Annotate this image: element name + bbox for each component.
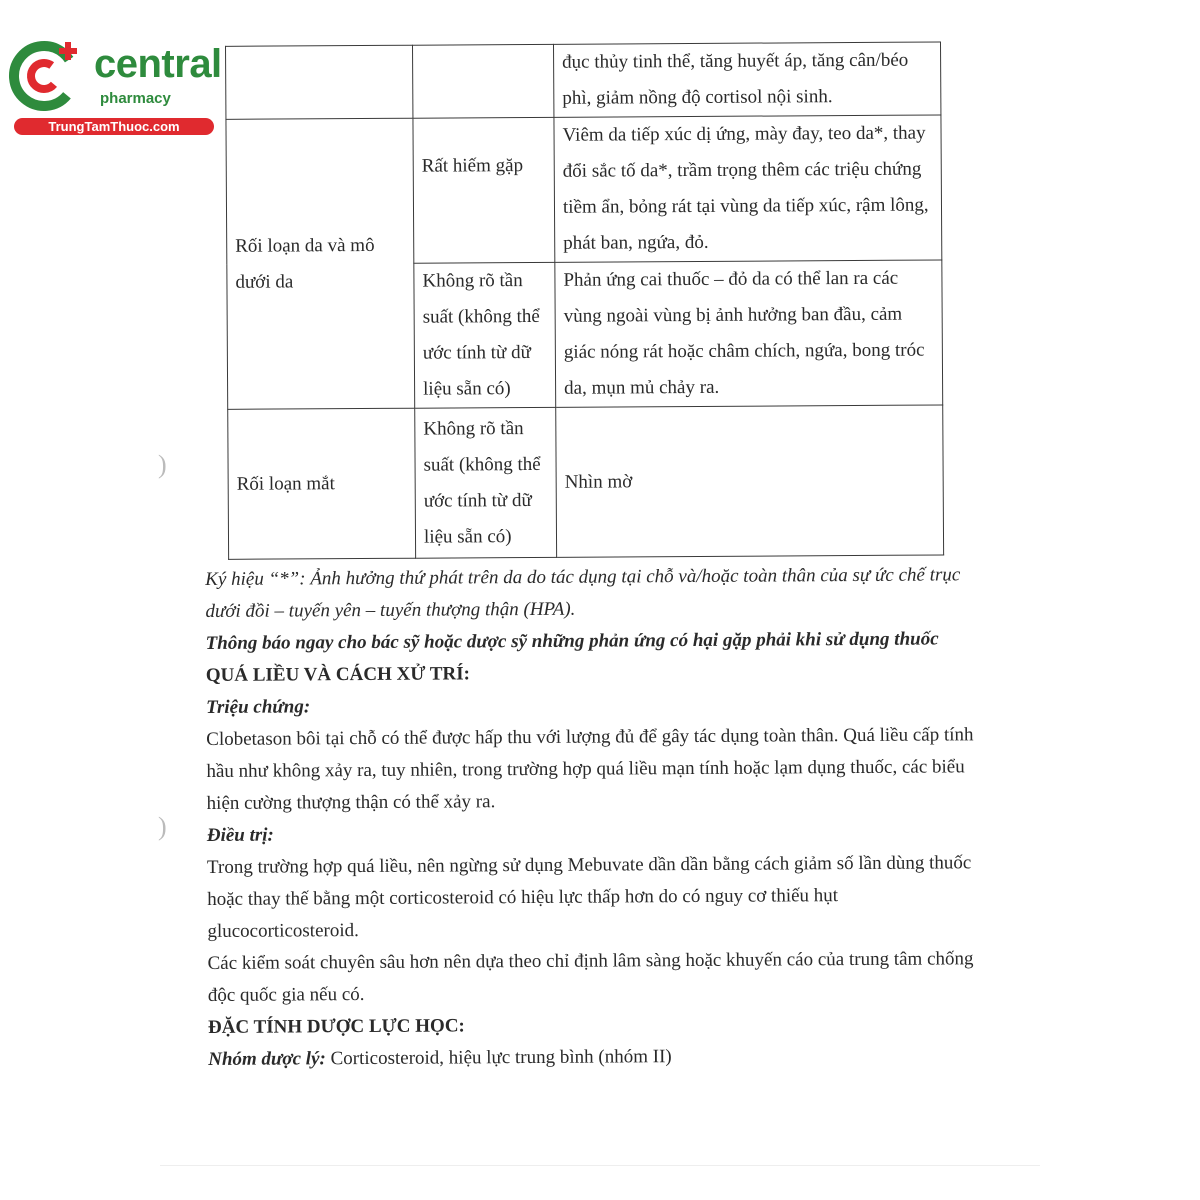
organ-cell <box>226 45 413 119</box>
logo-subtitle: pharmacy <box>100 90 171 107</box>
effect-cell: đục thủy tinh thể, tăng huyết áp, tăng cân/béo phì, giảm nồng độ cortisol nội sinh. <box>553 42 940 117</box>
effect-cell: Nhìn mờ <box>556 405 944 557</box>
side-effects-table <box>225 41 944 559</box>
frequency-cell: Không rõ tần suất (không thể ước tính từ dữ liệu sẵn có) <box>415 407 557 558</box>
central-pharmacy-logo <box>8 36 222 136</box>
logo-brand-name: central <box>94 42 222 86</box>
overdose-heading: QUÁ LIỀU VÀ CÁCH XỬ TRÍ: <box>205 663 470 686</box>
table-row <box>226 115 942 264</box>
asterisk-note: Ký hiệu “*”: Ảnh hưởng thứ phát trên da do tác dụng tại chỗ và/hoặc toàn thân của sự ức chế trục dưới đồi – tuyến yên – tuyến thượng thận (HPA). <box>205 564 961 622</box>
frequency-cell: Rất hiếm gặp <box>413 117 555 263</box>
treatment-label: Điều trị: <box>206 824 274 846</box>
treatment-text-1: Trong trường hợp quá liều, nên ngừng sử dụng Mebuvate dần dần bằng cách giảm số lần dùng thuốc hoặc thay thế bằng một corticosteroid có hiệu lực thấp hơn do có nguy cơ thiếu hụt glucocorticosteroid. <box>206 852 972 942</box>
pharmacologic-group <box>208 1039 976 1076</box>
warning-text: Thông báo ngay cho bác sỹ hoặc dược sỹ những phản ứng có hại gặp phải khi sử dụng thuốc <box>205 628 939 654</box>
symptoms-label: Triệu chứng: <box>205 696 311 718</box>
treatment-text-2: Các kiểm soát chuyên sâu hơn nên dựa theo chỉ định lâm sàng hoặc khuyến cáo của trung tâm chống độc quốc gia nếu có. <box>207 948 974 1006</box>
pharmacodynamics-heading: ĐẶC TÍNH DƯỢC LỰC HỌC: <box>207 1015 465 1038</box>
frequency-cell: Không rõ tần suất (không thể ước tính từ dữ liệu sẵn có) <box>414 262 556 408</box>
punch-hole-mark: ) <box>158 812 167 841</box>
symptoms-text: Clobetason bôi tại chỗ có thể được hấp thu với lượng đủ để gây tác dụng toàn thân. Quá liều cấp tính hầu như không xảy ra, tuy nhiên, trong trường hợp quá liều mạn tính hoặc lạm dụng thuốc, các biểu hiện cường thượng thận có thể xảy ra. <box>206 724 974 814</box>
punch-hole-mark: ) <box>158 450 167 479</box>
effect-cell: Phản ứng cai thuốc – đỏ da có thể lan ra các vùng ngoài vùng bị ảnh hưởng ban đầu, cảm giác nóng rát hoặc châm chích, ngứa, bong tróc da, mụn mủ chảy ra. <box>555 260 943 407</box>
pharmacologic-group-text: Corticosteroid, hiệu lực trung bình (nhóm II) <box>330 1046 672 1070</box>
table-row <box>226 42 941 119</box>
frequency-cell <box>412 44 553 118</box>
document-page <box>200 41 976 1076</box>
table-row <box>228 405 944 559</box>
page-edge-line <box>160 1165 1040 1166</box>
organ-cell: Rối loạn da và mô dưới da <box>226 118 415 409</box>
logo-site-badge: TrungTamThuoc.com <box>14 118 214 135</box>
pharmacologic-group-label: Nhóm dược lý: <box>208 1048 326 1070</box>
effect-cell: Viêm da tiếp xúc dị ứng, mày đay, teo da*, thay đổi sắc tố da*, trầm trọng thêm các triệu chứng tiềm ẩn, bỏng rát tại vùng da tiếp xúc, rậm lông, phát ban, ngứa, đỏ. <box>554 115 942 262</box>
organ-cell: Rối loạn mắt <box>228 408 416 559</box>
central-logo-icon <box>8 36 88 116</box>
